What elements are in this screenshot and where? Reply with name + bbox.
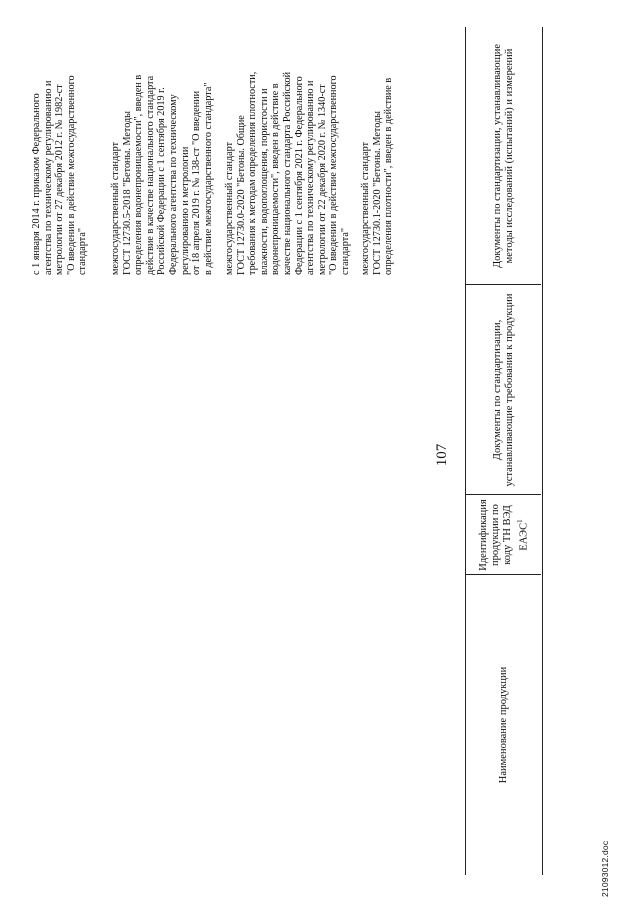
table-header	[465, 27, 543, 875]
page-number: 107	[434, 443, 450, 467]
document-footer: 21093012.doc	[600, 840, 610, 897]
header-divider-1	[465, 574, 541, 575]
header-product-name: Наименование продукции	[498, 666, 509, 784]
entry-text: межгосударственный стандарт ГОСТ 12730.5-2018 "Бетоны. Методы определения водонепроницаемости", введен в действие в качестве национального стандарта Российской Федерации с 1 сентября 2019 г. Федерального агентства по техническому регулированию и метрологии от 18 апреля 2019 г. № 138-ст "О введении в действие межгосударственного стандарта"	[110, 74, 214, 275]
header-tnved-code	[466, 495, 542, 575]
entry-text: межгосударственный стандарт ГОСТ 12730.1-2020 "Бетоны. Методы определения плотности", введен в действие в	[360, 77, 395, 275]
header-method-standards: Документы по стандартизации, устанавливающие методы исследований (испытаний) и измерений	[492, 44, 515, 268]
entry-text: с 1 января 2014 г. приказом Федерального агентства по техническому регулированию и метрологии от 27 декабря 2012 г. № 1982-ст "О введении в действие межгосударственного стандарта"	[31, 75, 89, 275]
header-tnved-code-text: Идентификация продукции по коду ТН ВЭД ЕАЭС	[477, 499, 530, 571]
header-divider-2	[465, 494, 541, 495]
header-requirement-standards: Документы по стандартизации, устанавливающие требования к продукции	[492, 293, 515, 487]
entry-text: межгосударственный стандарт ГОСТ 12730.0-2020 "Бетоны. Общие требования к методам определения плотности, влажности, водопоглощения, пористости и водонепроницаемости", введен в действие в качестве национального стандарта Российской Федерации с 1 сентября 2021 г. Федерального агентства по техническому регулированию и метрологии от 22 декабря 2020 г. № 1340-ст "О введении в действие межгосударственного стандарта"	[224, 71, 351, 275]
header-divider-3	[465, 284, 541, 285]
footnote-marker: 1	[515, 519, 524, 523]
